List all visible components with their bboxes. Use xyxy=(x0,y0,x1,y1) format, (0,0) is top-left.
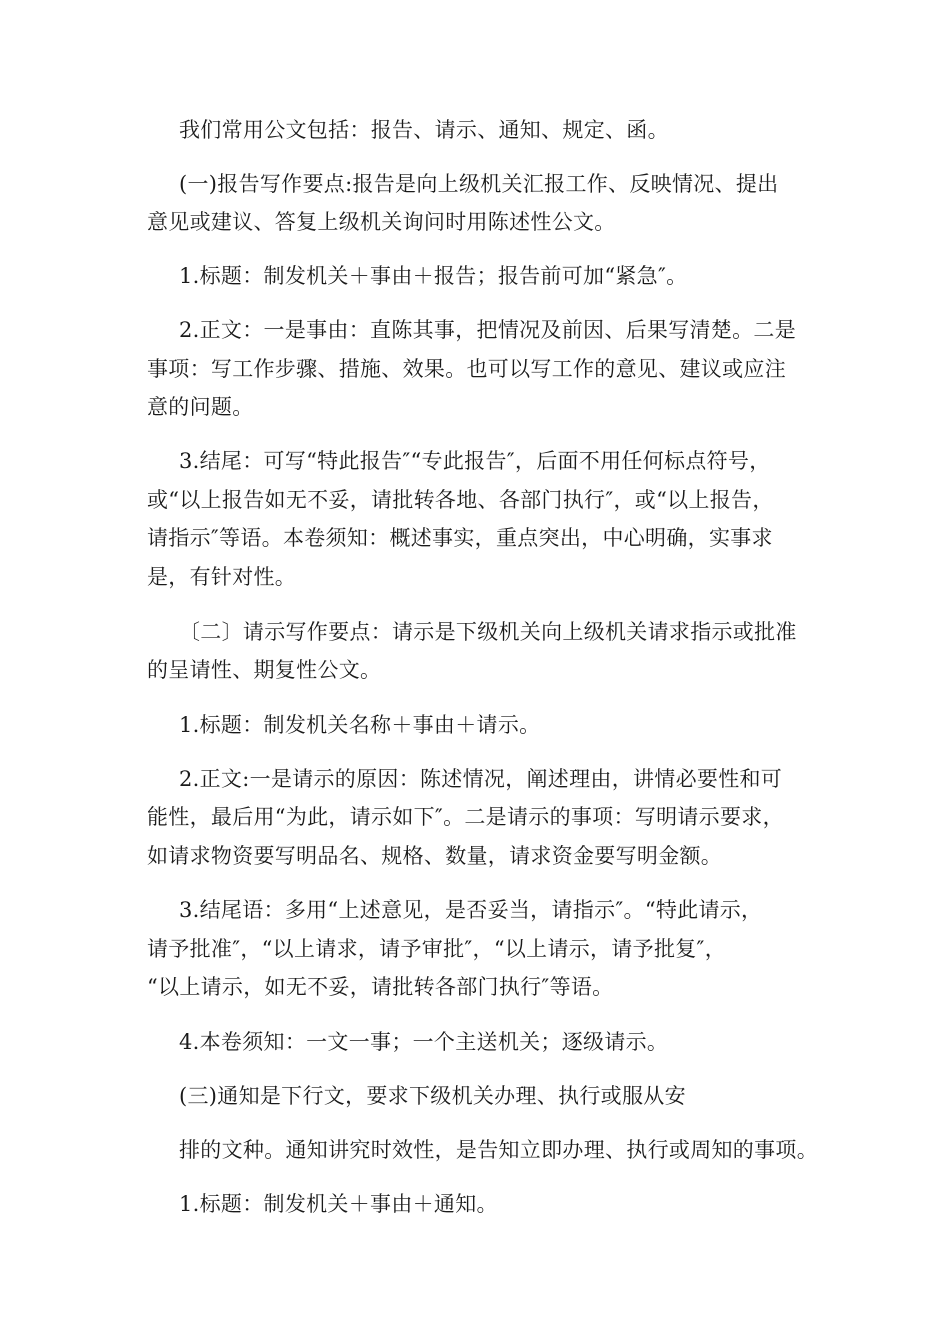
section-2-heading: 〔二〕请示写作要点：请示是下级机关向上级机关请求指示或批准 xyxy=(179,620,797,644)
section-1-heading-cont: 意见或建议、答复上级机关询问时用陈述性公文。 xyxy=(147,210,616,234)
report-body-item-cont: 事项：写工作步骤、措施、效果。也可以写工作的意见、建议或应注 xyxy=(147,357,786,381)
section-2-heading-cont: 的呈请性、期复性公文。 xyxy=(147,658,382,682)
request-ending-item-cont: “以上请示，如无不妥，请批转各部门执行″等语。 xyxy=(147,975,614,999)
report-ending-item-cont: 或“以上报告如无不妥，请批转各地、各部门执行″，或“以上报告， xyxy=(147,488,774,512)
notice-title-item: 1.标题：制发机关＋事由＋通知。 xyxy=(179,1192,498,1216)
section-1-heading: (一)报告写作要点:报告是向上级机关汇报工作、反映情况、提出 xyxy=(179,172,779,196)
request-ending-item-cont: 请予批准″，“以上请求，请予审批″，“以上请示，请予批复″， xyxy=(147,937,727,961)
report-ending-item: 3.结尾：可写“特此报告″“专此报告″，后面不用任何标点符号， xyxy=(179,449,771,473)
intro-line: 我们常用公文包括：报告、请示、通知、规定、函。 xyxy=(179,118,669,142)
request-body-item-cont: 如请求物资要写明品名、规格、数量，请求资金要写明金额。 xyxy=(147,844,723,868)
report-body-item: 2.正文：一是事由：直陈其事，把情况及前因、后果写清楚。二是 xyxy=(179,318,797,342)
report-ending-item-cont: 请指示″等语。本卷须知：概述事实，重点突出，中心明确，实事求 xyxy=(147,526,773,550)
request-notes-item: 4.本卷须知：一文一事；一个主送机关；逐级请示。 xyxy=(179,1030,669,1054)
request-body-item-cont: 能性，最后用“为此，请示如下″。二是请示的事项：写明请示要求， xyxy=(147,805,784,829)
report-ending-item-cont: 是，有针对性。 xyxy=(147,565,297,589)
request-ending-item: 3.结尾语：多用“上述意见，是否妥当，请指示″。“特此请示， xyxy=(179,898,763,922)
request-body-item: 2.正文:一是请示的原因：陈述情况，阐述理由，讲情必要性和可 xyxy=(179,767,783,791)
section-3-heading-cont: 排的文种。通知讲究时效性，是告知立即办理、执行或周知的事项。 xyxy=(179,1138,818,1162)
report-title-item: 1.标题：制发机关＋事由＋报告；报告前可加“紧急″。 xyxy=(179,264,688,288)
report-body-item-cont: 意的问题。 xyxy=(147,395,254,419)
section-3-heading: (三)通知是下行文，要求下级机关办理、执行或服从安 xyxy=(179,1084,686,1108)
request-title-item: 1.标题：制发机关名称＋事由＋请示。 xyxy=(179,713,541,737)
